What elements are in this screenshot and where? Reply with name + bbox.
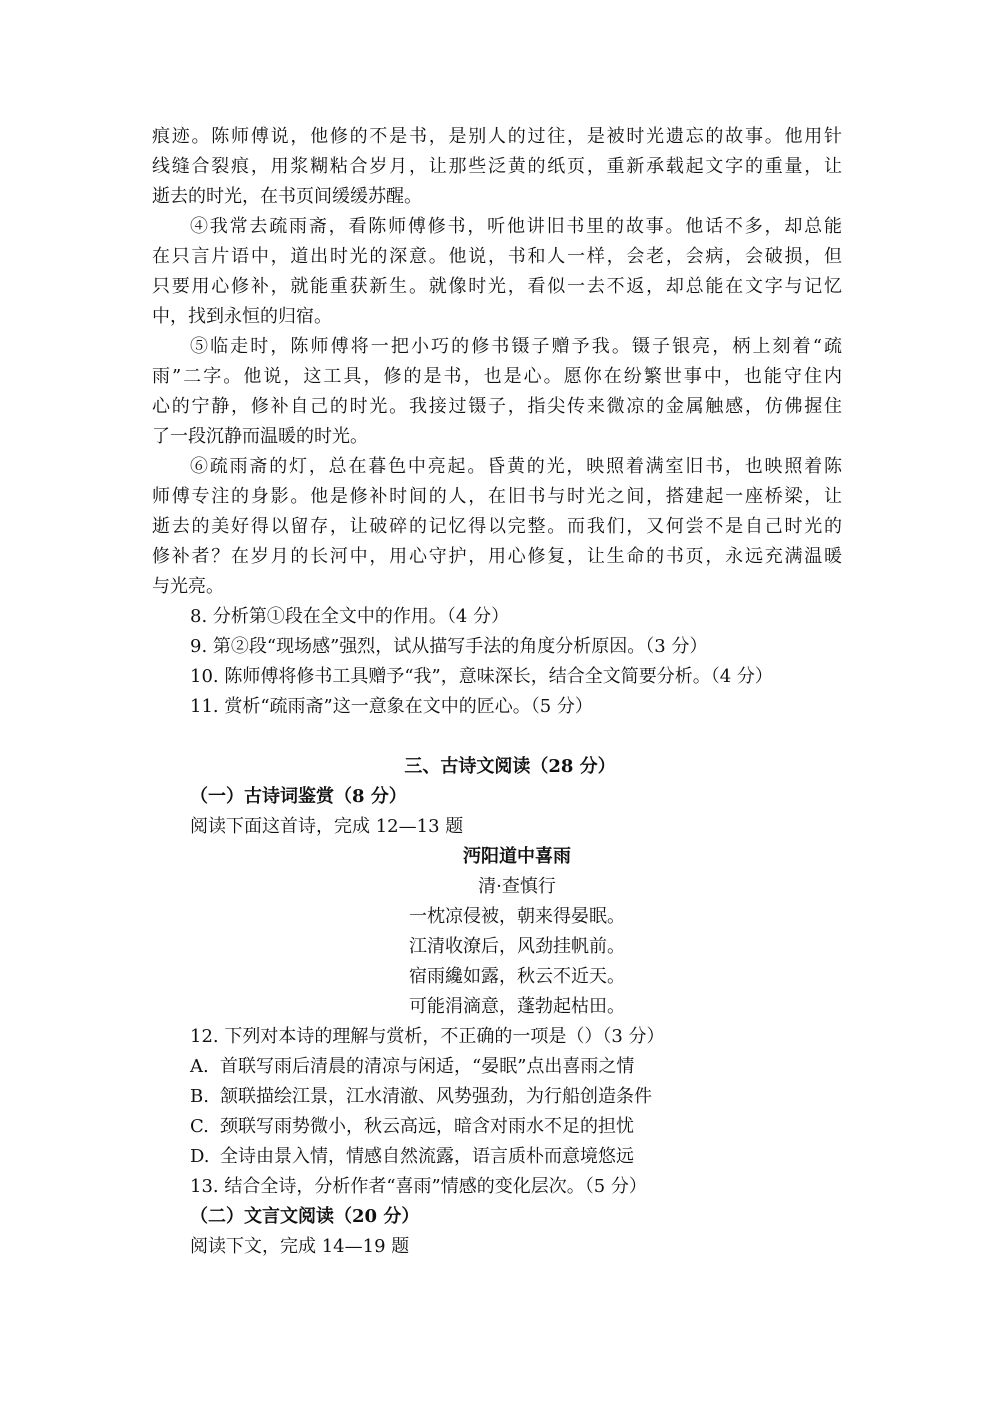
passage-line: 中，找到永恒的归宿。: [152, 306, 332, 327]
passage-paragraph-5-line: ⑤临走时，陈师傅将一把小巧的修书镊子赠予我。镊子银亮，柄上刻着“疏: [190, 336, 842, 357]
option-a: [0, 1052, 992, 1082]
option-text: 颔联描绘江景，江水清澈、风势强劲，为行船创造条件: [220, 1086, 652, 1107]
poem-line: 宿雨纔如露，秋云不近天。: [409, 966, 625, 987]
passage-line: 修补者？在岁月的长河中，用心守护，用心修复，让生命的书页，永远充满温暖: [152, 546, 842, 567]
passage-line: 逝去的美好得以留存，让破碎的记忆得以完整。而我们，又何尝不是自己时光的: [152, 516, 842, 537]
part2-instruction: 阅读下文，完成 14—19 题: [190, 1236, 410, 1257]
part2-title: （二）文言文阅读（20 分）: [190, 1206, 420, 1227]
passage-line: 与光亮。: [152, 576, 224, 597]
passage-line: 在只言片语中，道出时光的深意。他说，书和人一样，会老，会病，会破损，但: [152, 246, 842, 267]
option-text: 全诗由景入情，情感自然流露，语言质朴而意境悠远: [220, 1146, 634, 1167]
passage-paragraph-4-line: ④我常去疏雨斋，看陈师傅修书，听他讲旧书里的故事。他话不多，却总能: [190, 216, 842, 237]
passage-line: 逝去的时光，在书页间缓缓苏醒。: [152, 186, 422, 207]
section-title: 三、古诗文阅读（28 分）: [404, 756, 616, 777]
poem-line: 一枕凉侵被，朝来得晏眠。: [409, 906, 625, 927]
option-c: [0, 1112, 992, 1142]
option-text: 首联写雨后清晨的清凉与闲适，“晏眠”点出喜雨之情: [220, 1056, 635, 1077]
option-b: [0, 1082, 992, 1112]
part1-instruction: 阅读下面这首诗，完成 12—13 题: [190, 816, 464, 837]
question-8: 8. 分析第①段在全文中的作用。（4 分）: [190, 606, 510, 627]
question-11: 11. 赏析“疏雨斋”这一意象在文中的匠心。（5 分）: [190, 696, 593, 717]
question-13: 13. 结合全诗，分析作者“喜雨”情感的变化层次。（5 分）: [190, 1176, 647, 1197]
poem-line: 可能涓滴意，蓬勃起枯田。: [409, 996, 625, 1017]
option-letter: A.: [190, 1056, 209, 1077]
option-letter: D.: [190, 1146, 210, 1167]
passage-paragraph-6-line: ⑥疏雨斋的灯，总在暮色中亮起。昏黄的光，映照着满室旧书，也映照着陈: [190, 456, 842, 477]
passage-line: 心的宁静，修补自己的时光。我接过镊子，指尖传来微凉的金属触感，仿佛握住: [152, 396, 842, 417]
option-d: [0, 1142, 992, 1172]
part1-title: （一）古诗词鉴赏（8 分）: [190, 786, 407, 807]
option-text: 颈联写雨势微小，秋云高远，暗含对雨水不足的担忧: [220, 1116, 634, 1137]
poem-author: 清·查慎行: [478, 876, 556, 897]
option-letter: C.: [190, 1116, 209, 1137]
question-10: 10. 陈师傅将修书工具赠予“我”，意味深长，结合全文简要分析。（4 分）: [190, 666, 773, 687]
passage-line: 了一段沉静而温暖的时光。: [152, 426, 368, 447]
poem-line: 江清收潦后，风劲挂帆前。: [409, 936, 625, 957]
passage-line: 痕迹。陈师傅说，他修的不是书，是别人的过往，是被时光遗忘的故事。他用针: [152, 126, 842, 147]
passage-line: 师傅专注的身影。他是修补时间的人，在旧书与时光之间，搭建起一座桥梁，让: [152, 486, 842, 507]
passage-line: 只要用心修补，就能重获新生。就像时光，看似一去不返，却总能在文字与记忆: [152, 276, 842, 297]
option-letter: B.: [190, 1086, 209, 1107]
question-12: 12. 下列对本诗的理解与赏析，不正确的一项是（）（3 分）: [190, 1026, 665, 1047]
question-9: 9. 第②段“现场感”强烈，试从描写手法的角度分析原因。（3 分）: [190, 636, 708, 657]
poem-title: 沔阳道中喜雨: [463, 846, 571, 867]
passage-line: 雨”二字。他说，这工具，修的是书，也是心。愿你在纷繁世事中，也能守住内: [152, 366, 842, 387]
passage-line: 线缝合裂痕，用浆糊粘合岁月，让那些泛黄的纸页，重新承载起文字的重量，让: [152, 156, 842, 177]
